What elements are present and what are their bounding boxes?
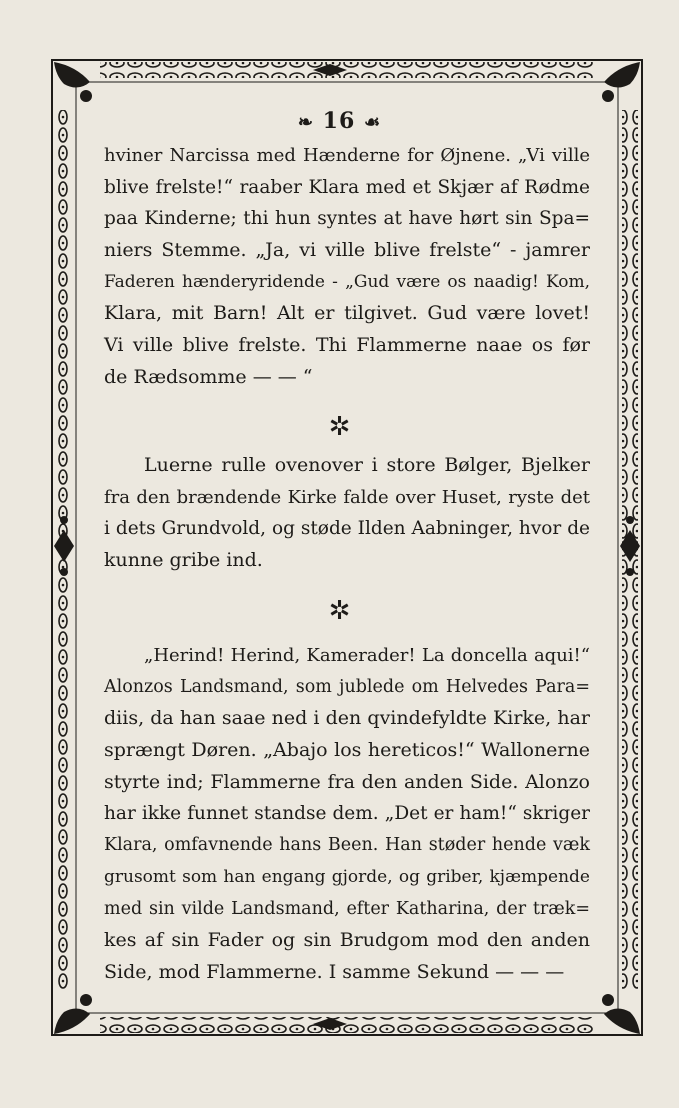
text-line: „Herind! Herind, Kamerader! La doncella aqui!“ (144, 645, 590, 666)
paragraph-1 (104, 140, 590, 394)
text-line: Faderen hænderyridende - „Gud være os naadig! Kom, (104, 271, 590, 292)
section-divider-star-icon: ✲ (328, 596, 351, 626)
text-line: har ikke funnet standse dem. „Det er ham!“ skriger (104, 803, 590, 825)
text-line: kes af sin Fader og sin Brudgom mod den anden (104, 929, 590, 952)
page-number (0, 108, 679, 134)
page-number-value: 16 (322, 108, 356, 134)
page-number-left-ornament-icon: ❧ (297, 112, 314, 133)
text-line: niers Stemme. „Ja, vi ville blive frelste“ - jamrer (104, 239, 590, 262)
paragraph-2 (104, 450, 590, 577)
text-line: i dets Grundvold, og støde Ilden Aabninger, hvor de (104, 518, 590, 540)
text-line: diis, da han saae ned i den qvindefyldte Kirke, har (104, 707, 590, 730)
text-line: med sin vilde Landsmand, efter Katharina, der træk= (104, 898, 590, 919)
text-line: Klara, mit Barn! Alt er tilgivet. Gud være lovet! (104, 302, 590, 325)
text-line: grusomt som han engang gjorde, og griber, kjæmpende (104, 866, 590, 887)
section-divider-star-icon: ✲ (328, 412, 351, 442)
text-line: de Rædsomme — — “ (104, 365, 313, 388)
text-line: styrte ind; Flammerne fra den anden Side. Alonzo (104, 770, 590, 793)
text-line: Klara, omfavnende hans Been. Han støder hende væk (104, 835, 590, 856)
text-line: hviner Narcissa med Hænderne for Øjnene. „Vi ville (104, 145, 590, 166)
text-line: Luerne rulle ovenover i store Bølger, Bjelker (144, 454, 590, 476)
text-line: fra den brændende Kirke falde over Huset, ryste det (104, 486, 590, 508)
text-line: sprængt Døren. „Abajo los hereticos!“ Wallonerne (104, 739, 590, 762)
text-line: kunne gribe ind. (104, 549, 263, 572)
text-line: paa Kinderne; thi hun syntes at have hørt sin Spa= (104, 208, 590, 230)
paragraph-3 (104, 640, 590, 989)
text-line: Alonzos Landsmand, som jublede om Helvedes Para= (104, 676, 590, 697)
text-line: Vi ville blive frelste. Thi Flammerne naae os før (104, 334, 590, 357)
text-line: blive frelste!“ raaber Klara med et Skjær af Rødme (104, 176, 590, 198)
page-number-right-ornament-icon: ☙ (363, 112, 382, 133)
text-line: Side, mod Flammerne. I samme Sekund — — — (104, 960, 565, 983)
